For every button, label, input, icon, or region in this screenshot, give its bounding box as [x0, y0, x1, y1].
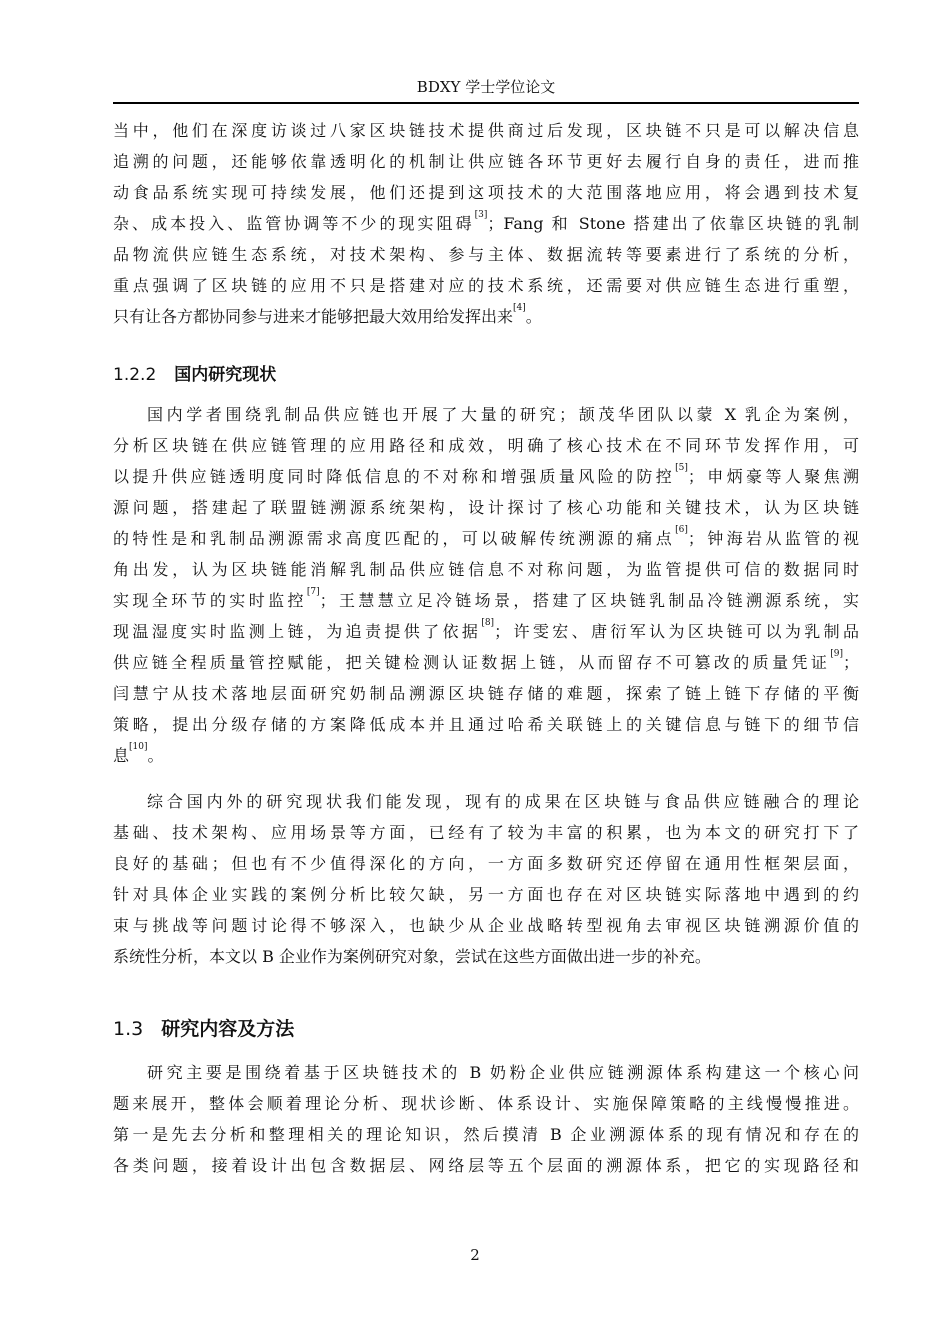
text-line: 角出发，认为区块链能消解乳制品供应链信息不对称问题，为监管提供可信的数据同时 [113, 560, 859, 579]
text-line: 系统性分析，本文以 B 企业作为案例研究对象，尝试在这些方面做出进一步的补充。 [113, 947, 711, 966]
text-line: 分析区块链在供应链管理的应用路径和成效，明确了核心技术在不同环节发挥作用，可 [113, 436, 859, 455]
text-run: 的特性是和乳制品溯源需求高度匹配的，可以破解传统溯源的痛点 [113, 529, 676, 548]
text-line [113, 740, 859, 771]
section-number: 1.2.2 [113, 365, 157, 385]
text-line: 束与挑战等问题讨论得不够深入，也缺少从企业战略转型视角去审视区块链溯源价值的 [113, 916, 859, 935]
text-line: 良好的基础；但也有不少值得深化的方向，一方面多数研究还停留在通用性框架层面， [113, 854, 859, 873]
text-line: 闫慧宁从技术落地层面研究奶制品溯源区块链存储的难题，探索了链上链下存储的平衡 [113, 684, 859, 703]
section-title: 国内研究现状 [174, 365, 277, 385]
text-run: 。 [525, 307, 542, 326]
text-line: 针对具体企业实践的案例分析比较欠缺，另一方面也存在对区块链实际落地中遇到的约 [113, 885, 859, 904]
citation: [9] [830, 649, 843, 659]
text-run: 供应链全程质量管控赋能，把关键检测认证数据上链，从而留存不可篡改的质量凭证 [113, 653, 831, 672]
text-line: 第一是先去分析和整理相关的理论知识，然后摸清 B 企业溯源体系的现有情况和存在的 [113, 1125, 859, 1144]
header-title: BDXY 学士学位论文 [416, 78, 556, 96]
text-line: 当中，他们在深度访谈过八家区块链技术提供商过后发现，区块链不只是可以解决信息 [113, 121, 859, 140]
citation: [3] [474, 210, 488, 220]
text-run: ；钟海岩从监管的视 [687, 529, 859, 548]
text-run: ；Fang 和 Stone 搭建出了依靠区块链的乳制 [487, 214, 859, 233]
citation: [5] [675, 463, 688, 473]
text-line: 国内学者围绕乳制品供应链也开展了大量的研究；颉茂华团队以蒙 X 乳企为案例， [147, 405, 859, 424]
text-line [113, 616, 859, 647]
text-line: 策略，提出分级存储的方案降低成本并且通过哈希关联链上的关键信息与链下的细节信 [113, 715, 859, 734]
paragraph-domestic-research [113, 399, 859, 771]
text-run: ；许雯宏、唐衍军认为区块链可以为乳制品 [494, 622, 859, 641]
text-line [113, 301, 859, 332]
section-heading-1-3 [113, 1014, 294, 1044]
citation: [10] [129, 742, 148, 752]
text-run: ；申炳豪等人聚焦溯 [687, 467, 859, 486]
text-line: 各类问题，接着设计出包含数据层、网络层等五个层面的溯源体系，把它的实现路径和 [113, 1156, 859, 1175]
text-line: 题来展开，整体会顺着理论分析、现状诊断、体系设计、实施保障策略的主线慢慢推进。 [113, 1094, 859, 1113]
page-number: 2 [470, 1246, 480, 1264]
text-line: 追溯的问题，还能够依靠透明化的机制让供应链各环节更好去履行自身的责任，进而推 [113, 152, 859, 171]
text-line [113, 461, 859, 492]
citation: [6] [675, 525, 688, 535]
section-heading-1-2-2 [113, 362, 276, 388]
paragraph-summary [113, 786, 859, 972]
citation: [8] [481, 618, 495, 628]
text-run: 杂、成本投入、监管协调等不少的现实阻碍 [113, 214, 475, 233]
text-line: 品物流供应链生态系统，对技术架构、参与主体、数据流转等要素进行了系统的分析， [113, 245, 859, 264]
text-run: 只有让各方都协同参与进来才能够把最大效用给发挥出来 [113, 307, 514, 326]
text-run: 以提升供应链透明度同时降低信息的不对称和增强质量风险的防控 [113, 467, 676, 486]
text-run: 息 [113, 746, 130, 765]
paragraph-research-content [113, 1057, 859, 1181]
text-line: 研究主要是围绕着基于区块链技术的 B 奶粉企业供应链溯源体系构建这一个核心问 [147, 1063, 859, 1082]
text-line [113, 208, 859, 239]
citation: [7] [306, 587, 320, 597]
text-run: 。 [147, 746, 164, 765]
text-line [113, 647, 859, 678]
text-run: 实现全环节的实时监控 [113, 591, 307, 610]
text-line [113, 585, 859, 616]
citation: [4] [513, 303, 526, 313]
text-run: ；王慧慧立足冷链场景，搭建了区块链乳制品冷链溯源系统，实 [319, 591, 859, 610]
text-line: 基础、技术架构、应用场景等方面，已经有了较为丰富的积累，也为本文的研究打下了 [113, 823, 859, 842]
text-run: ； [842, 653, 859, 672]
paragraph-international-continued [113, 115, 859, 332]
text-line: 动食品系统实现可持续发展，他们还提到这项技术的大范围落地应用，将会遇到技术复 [113, 183, 859, 202]
page-header [113, 76, 859, 104]
text-line [113, 523, 859, 554]
text-run: 现温湿度实时监测上链，为追责提供了依据 [113, 622, 482, 641]
text-line: 综合国内外的研究现状我们能发现，现有的成果在区块链与食品供应链融合的理论 [147, 792, 859, 811]
section-title: 研究内容及方法 [161, 1018, 295, 1040]
text-line: 源问题，搭建起了联盟链溯源系统架构，设计探讨了核心功能和关键技术，认为区块链 [113, 498, 859, 517]
section-number: 1.3 [113, 1018, 144, 1040]
text-line: 重点强调了区块链的应用不只是搭建对应的技术系统，还需要对供应链生态进行重塑， [113, 276, 859, 295]
